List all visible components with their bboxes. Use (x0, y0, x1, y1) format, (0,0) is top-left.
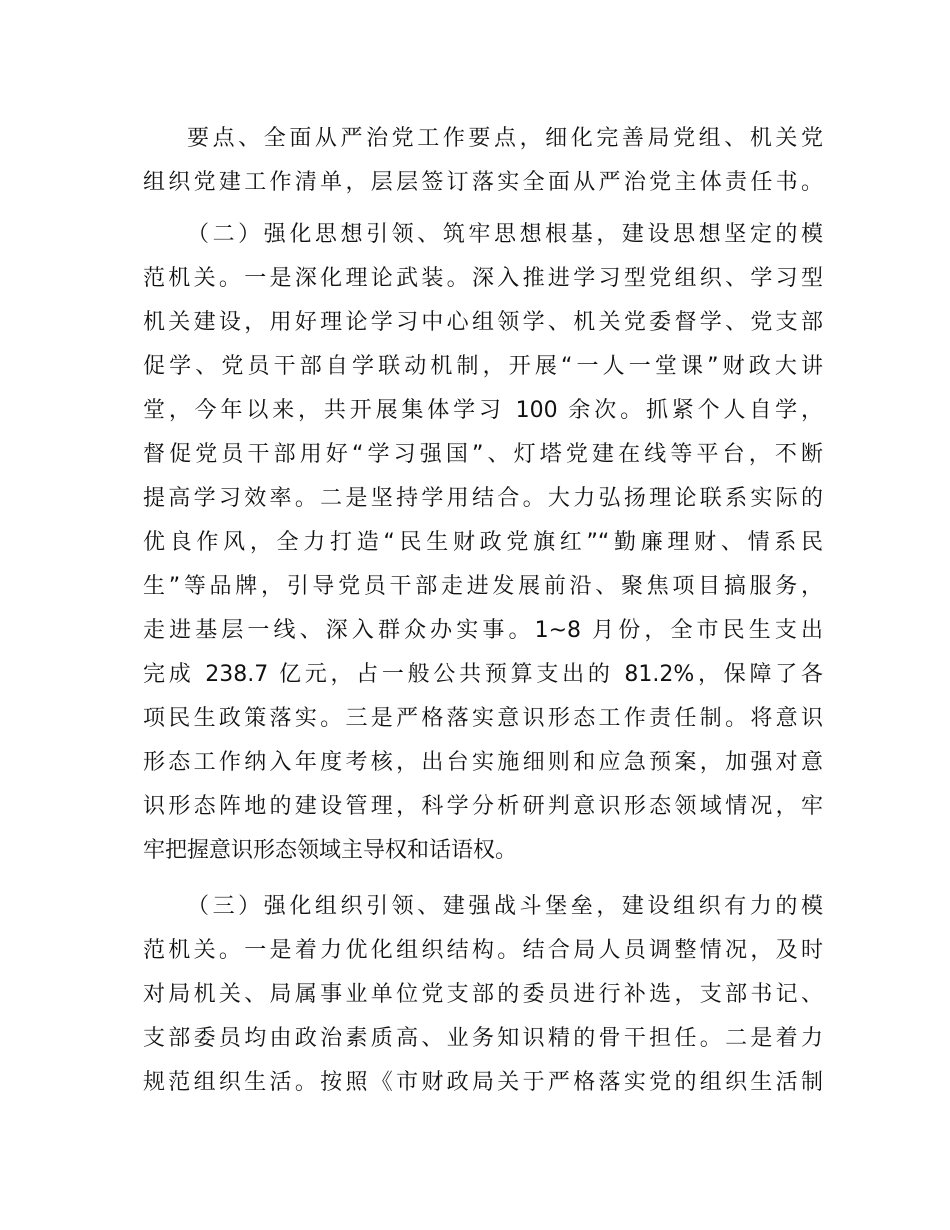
text-line: 规范组织生活。按照《市财政局关于严格落实党的组织生活制 (143, 1070, 823, 1095)
text-line: 督促党员干部用好“学习强国”、灯塔党建在线等平台，不断 (143, 442, 823, 467)
paragraph-2 (143, 213, 823, 873)
text-line: 提高学习效率。二是坚持学用结合。大力弘扬理论联系实际的 (143, 486, 823, 511)
text-line: 识形态阵地的建设管理，科学分析研判意识形态领域情况，牢 (143, 794, 823, 819)
text-line: 优良作风，全力打造“民生财政党旗红”“勤廉理财、情系民 (143, 530, 823, 555)
document-body (143, 117, 823, 1105)
text-line: （三）强化组织引领、建强战斗堡垒，建设组织有力的模 (187, 894, 823, 919)
text-line: （二）强化思想引领、筑牢思想根基，建设思想坚定的模 (187, 222, 823, 247)
text-line: 促学、党员干部自学联动机制，开展“一人一堂课”财政大讲 (143, 354, 823, 379)
text-line: 对局机关、局属事业单位党支部的委员进行补选，支部书记、 (143, 982, 823, 1007)
text-line: 完成 238.7 亿元，占一般公共预算支出的 81.2%，保障了各 (143, 662, 823, 687)
text-line: 范机关。一是深化理论武装。深入推进学习型党组织、学习型 (143, 266, 823, 291)
text-line: 要点、全面从严治党工作要点，细化完善局党组、机关党 (187, 126, 823, 151)
text-line: 项民生政策落实。三是严格落实意识形态工作责任制。将意识 (143, 706, 823, 731)
text-line: 走进基层一线、深入群众办实事。1~8 月份，全市民生支出 (143, 618, 823, 643)
text-line: 范机关。一是着力优化组织结构。结合局人员调整情况，及时 (143, 938, 823, 963)
text-line: 支部委员均由政治素质高、业务知识精的骨干担任。二是着力 (143, 1026, 823, 1051)
text-line: 牢把握意识形态领域主导权和话语权。 (143, 838, 518, 863)
text-line: 组织党建工作清单，层层签订落实全面从严治党主体责任书。 (143, 170, 823, 195)
paragraph-1 (143, 117, 823, 205)
text-line: 堂，今年以来，共开展集体学习 100 余次。抓紧个人自学， (143, 398, 823, 423)
text-line: 机关建设，用好理论学习中心组领学、机关党委督学、党支部 (143, 310, 823, 335)
text-line: 形态工作纳入年度考核，出台实施细则和应急预案，加强对意 (143, 750, 823, 775)
paragraph-3 (143, 885, 823, 1105)
text-line: 生”等品牌，引导党员干部走进发展前沿、聚焦项目搞服务， (143, 574, 823, 599)
